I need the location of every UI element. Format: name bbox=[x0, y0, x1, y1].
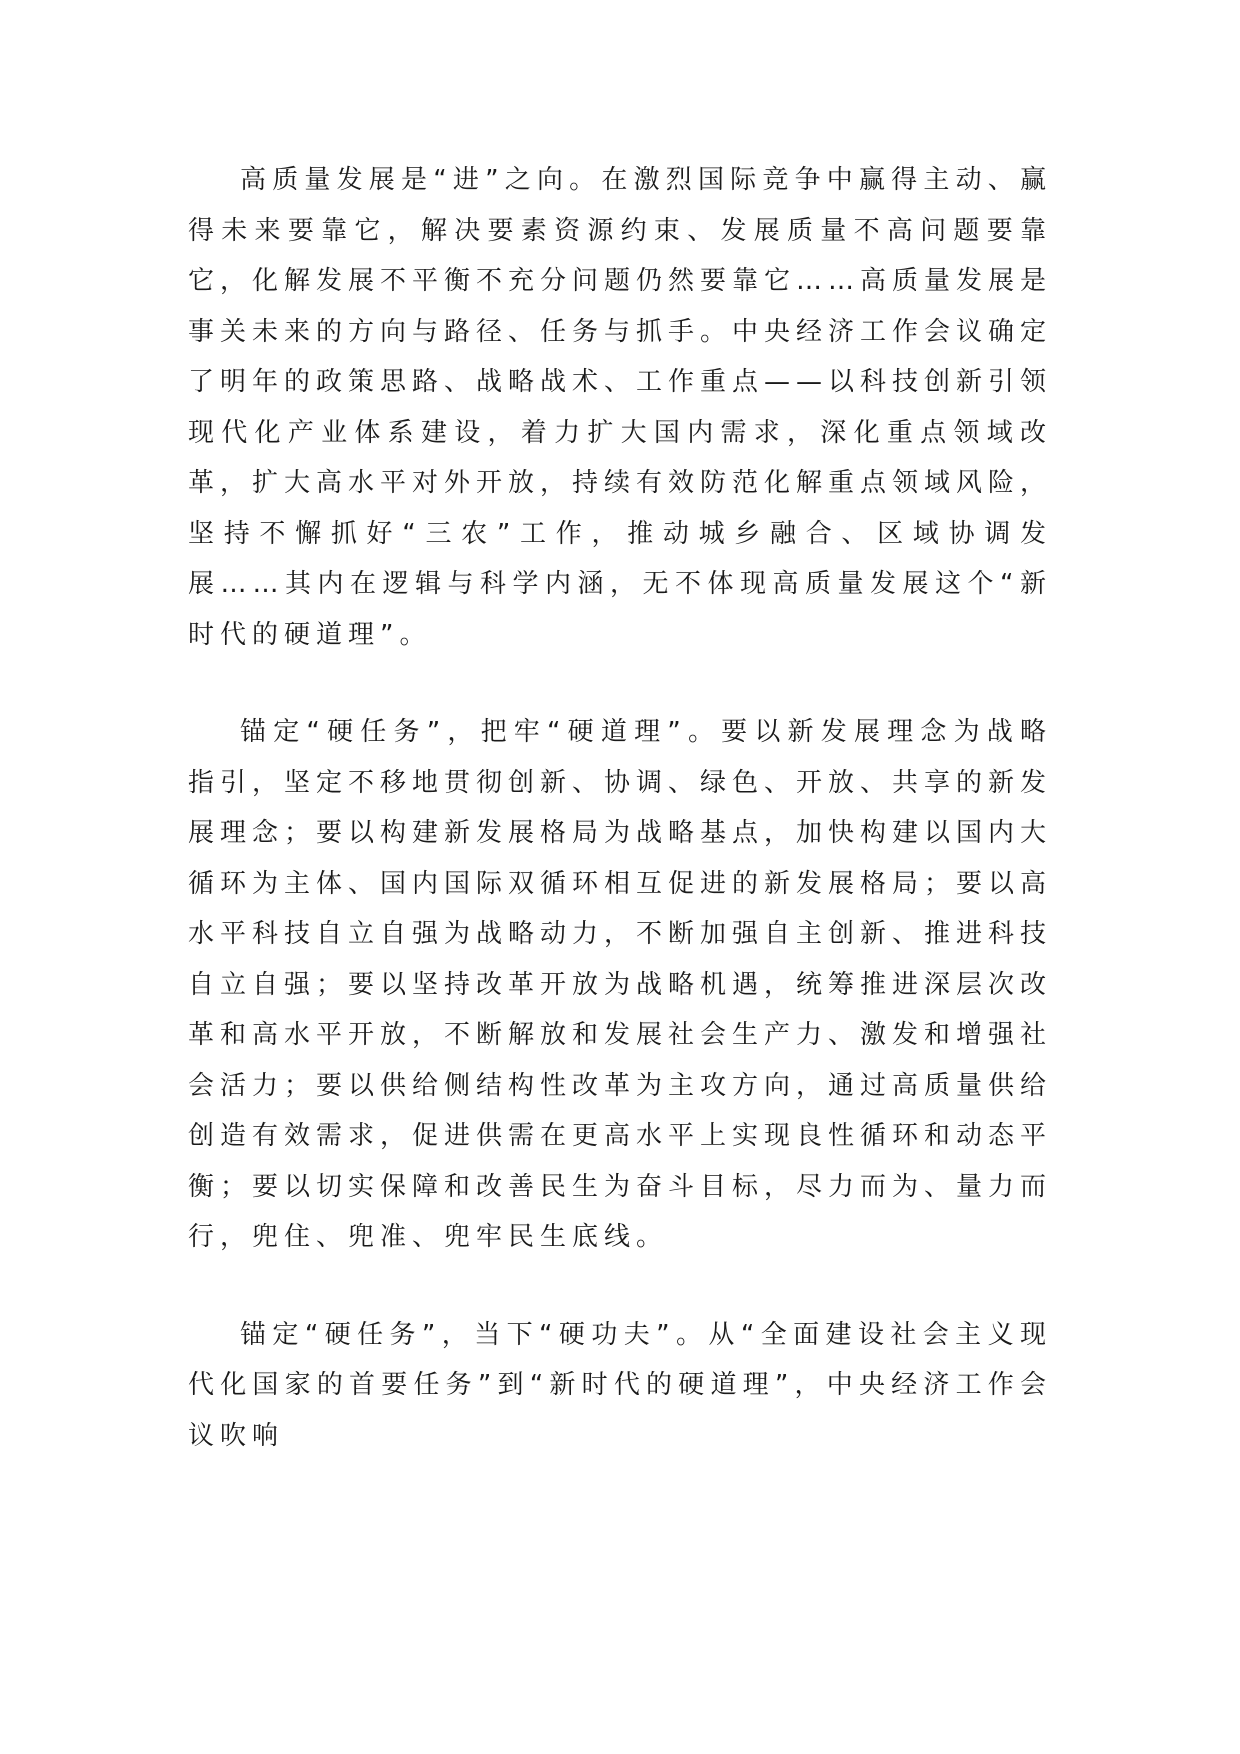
document-body bbox=[188, 155, 1052, 1461]
paragraph-hard-skills: 锚定“硬任务”，当下“硬功夫”。从“全面建设社会主义现代化国家的首要任务”到“新时代的硬道理”，中央经济工作会议吹响 bbox=[188, 1319, 1052, 1451]
paragraph-high-quality-development: 高质量发展是“进”之向。在激烈国际竞争中赢得主动、赢得未来要靠它，解决要素资源约束、发展质量不高问题要靠它，化解发展不平衡不充分问题仍然要靠它……高质量发展是事关未来的方向与路径、任务与抓手。中央经济工作会议确定了明年的政策思路、战略战术、工作重点——以科技创新引领现代化产业体系建设，着力扩大国内需求，深化重点领域改革，扩大高水平对外开放，持续有效防范化解重点领域风险，坚持不懈抓好“三农”工作，推动城乡融合、区域协调发展……其内在逻辑与科学内涵，无不体现高质量发展这个“新时代的硬道理”。 bbox=[188, 165, 1053, 650]
paragraph-hard-principle: 锚定“硬任务”，把牢“硬道理”。要以新发展理念为战略指引，坚定不移地贯彻创新、协调、绿色、开放、共享的新发展理念；要以构建新发展格局为战略基点，加快构建以国内大循环为主体、国内国际双循环相互促进的新发展格局；要以高水平科技自立自强为战略动力，不断加强自主创新、推进科技自立自强；要以坚持改革开放为战略机遇，统筹推进深层次改革和高水平开放，不断解放和发展社会生产力、激发和增强社会活力；要以供给侧结构性改革为主攻方向，通过高质量供给创造有效需求，促进供需在更高水平上实现良性循环和动态平衡；要以切实保障和改善民生为奋斗目标，尽力而为、量力而行，兜住、兜准、兜牢民生底线。 bbox=[188, 717, 1053, 1252]
